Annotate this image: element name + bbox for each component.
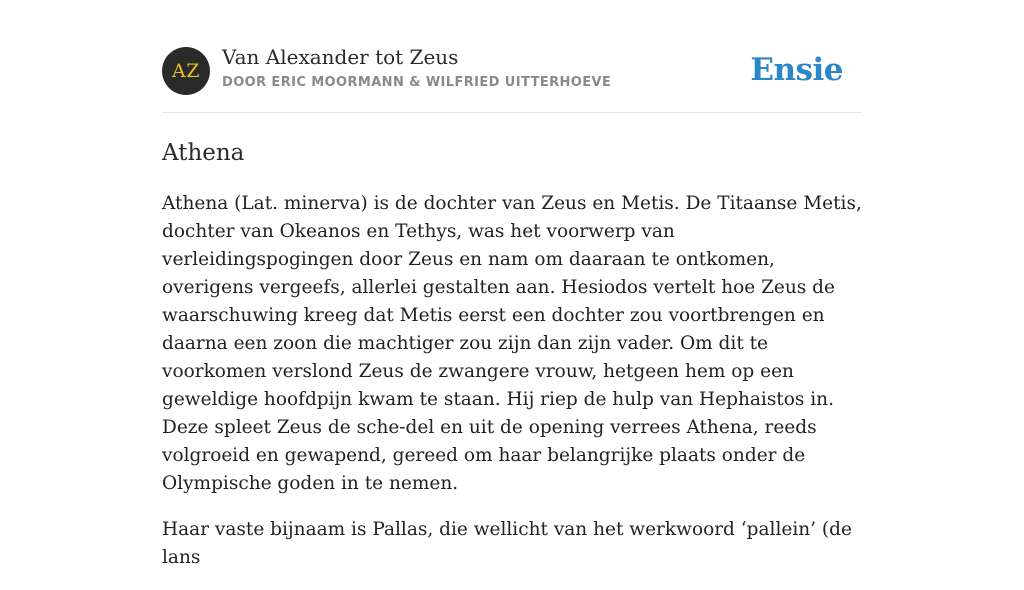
book-header <box>162 0 862 113</box>
author-avatar[interactable]: AZ <box>162 47 210 95</box>
book-title-link[interactable]: Van Alexander tot Zeus <box>222 45 459 69</box>
entry-title: Athena <box>162 140 245 166</box>
ensie-logo-link[interactable]: Ensie <box>750 52 843 88</box>
author-byline: DOOR ERIC MOORMANN & WILFRIED UITTERHOEVE <box>222 75 612 90</box>
entry-body <box>162 190 862 590</box>
entry-paragraph: Athena (Lat. minerva) is de dochter van Zeus en Metis. De Titaanse Metis, dochter van Okeanos en Tethys, was het voorwerp van verleidingspogingen door Zeus en nam om daaraan te ontkomen, overigens vergeefs, allerlei gestalten aan. Hesiodos vertelt hoe Zeus de waarschuwing kreeg dat Metis eerst een dochter zou voortbrengen en daarna een zoon die machtiger zou zijn dan zijn vader. Om dit te voorkomen verslond Zeus de zwangere vrouw, hetgeen hem op een geweldige hoofdpijn kwam te staan. Hij riep de hulp van Hephaistos in. Deze spleet Zeus de sche-del en uit de opening verrees Athena, reeds volgroeid en gewapend, gereed om haar belangrijke plaats onder de Olympische goden in te nemen. <box>162 193 862 494</box>
entry-paragraph: Haar vaste bijnaam is Pallas, die wellicht van het werkwoord ‘pallein’ (de lans <box>162 519 852 568</box>
page <box>162 0 862 568</box>
